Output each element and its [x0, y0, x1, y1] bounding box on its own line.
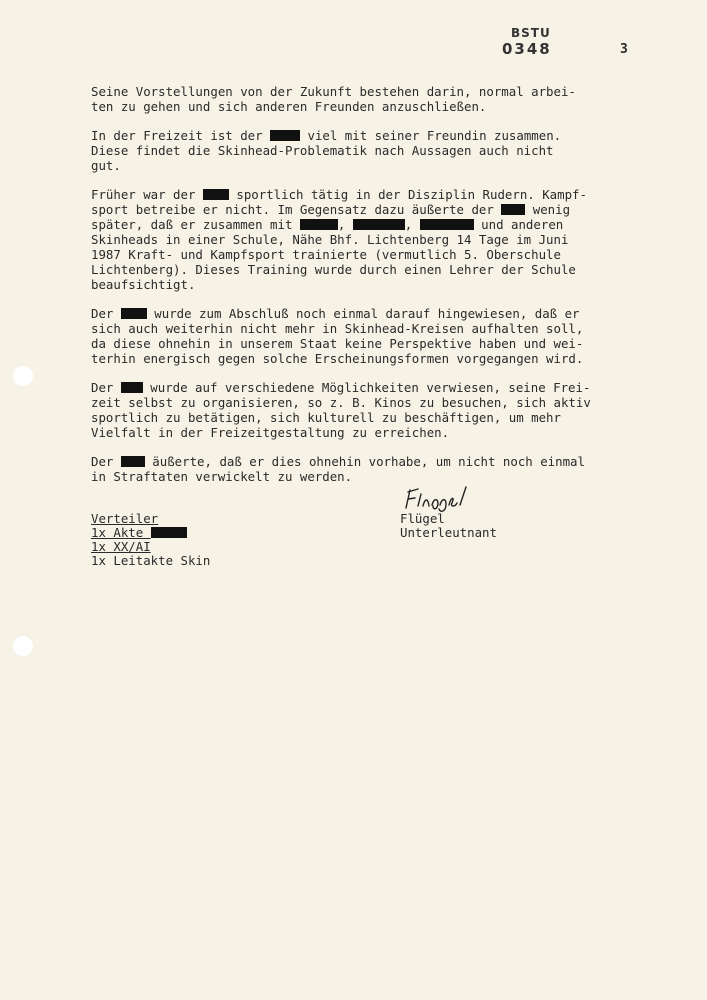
- text-line: sportlich tätig in der Disziplin Rudern. Kampf-: [228, 187, 587, 202]
- text-line: ,: [337, 217, 353, 232]
- text-line: 1987 Kraft- und Kampfsport trainierte (vermutlich 5. Oberschule: [91, 247, 561, 262]
- text-line: in Straftaten verwickelt zu werden.: [91, 469, 353, 484]
- bstu-stamp: [502, 26, 552, 58]
- text-line: Der: [91, 380, 121, 395]
- redaction-bar: [121, 382, 143, 393]
- text-line: sportlich zu betätigen, sich kulturell zu beschäftigen, um mehr: [91, 410, 561, 425]
- paragraph-freetime: [91, 128, 681, 173]
- text-line: Skinheads in einer Schule, Nähe Bhf. Lichtenberg 14 Tage im Juni: [91, 232, 569, 247]
- punch-hole: [13, 366, 33, 386]
- text-line: äußerte, daß er dies ohnehin vorhabe, um nicht noch einmal: [144, 454, 585, 469]
- text-line: Diese findet die Skinhead-Problematik nach Aussagen auch nicht: [91, 143, 554, 158]
- text-line: ,: [404, 217, 420, 232]
- text-line: wurde zum Abschluß noch einmal darauf hingewiesen, daß er: [146, 306, 580, 321]
- distribution-title: Verteiler: [91, 511, 159, 526]
- text-line: In der Freizeit ist der: [91, 128, 271, 143]
- text-line: terhin energisch gegen solche Erscheinungsformen vorgegangen wird.: [91, 351, 584, 366]
- stamp-label: BSTU: [511, 26, 551, 40]
- punch-hole: [13, 636, 33, 656]
- text-line: Früher war der: [91, 187, 203, 202]
- redaction-bar: [151, 527, 187, 538]
- paragraph-warning: [91, 306, 681, 366]
- distribution-line: 1x XX/AI: [91, 539, 151, 554]
- signer-rank: Unterleutnant: [400, 525, 497, 540]
- paragraph-closing: [91, 454, 681, 484]
- redaction-bar: [353, 219, 405, 230]
- text-line: gut.: [91, 158, 121, 173]
- signature-block: [400, 512, 497, 540]
- distribution-line: 1x Leitakte Skin: [91, 553, 211, 568]
- text-line: sport betreibe er nicht. Im Gegensatz dazu äußerte der: [91, 202, 502, 217]
- text-line: Lichtenberg). Dieses Training wurde durch einen Lehrer der Schule: [91, 262, 576, 277]
- redaction-bar: [121, 308, 147, 319]
- redaction-bar: [121, 456, 145, 467]
- redaction-bar: [270, 130, 300, 141]
- distribution-list: [91, 512, 210, 568]
- text-line: wenig: [525, 202, 571, 217]
- text-line: Vielfalt in der Freizeitgestaltung zu erreichen.: [91, 425, 450, 440]
- text-line: sich auch weiterhin nicht mehr in Skinhead-Kreisen aufhalten soll,: [91, 321, 584, 336]
- paragraph-future: [91, 84, 681, 114]
- redaction-bar: [501, 204, 525, 215]
- text-line: zeit selbst zu organisieren, so z. B. Kinos zu besuchen, sich aktiv: [91, 395, 591, 410]
- paragraph-options: [91, 380, 681, 440]
- text-line: Der: [91, 454, 121, 469]
- text-line: später, daß er zusammen mit: [91, 217, 300, 232]
- text-line: und anderen: [473, 217, 564, 232]
- text-line: ten zu gehen und sich anderen Freunden anzuschließen.: [91, 99, 487, 114]
- letter-body: [91, 84, 681, 498]
- text-line: viel mit seiner Freundin zusammen.: [300, 128, 562, 143]
- text-line: Der: [91, 306, 121, 321]
- redaction-bar: [420, 219, 474, 230]
- text-line: wurde auf verschiedene Möglichkeiten verwiesen, seine Frei-: [142, 380, 591, 395]
- redaction-bar: [203, 189, 229, 200]
- paragraph-sport: [91, 187, 681, 292]
- signer-name: Flügel: [400, 511, 445, 526]
- stamp-number: 0348: [502, 40, 552, 58]
- text-line: beaufsichtigt.: [91, 277, 196, 292]
- text-line: da diese ohnehin in unserem Staat keine Perspektive haben und wei-: [91, 336, 584, 351]
- handwritten-signature: [402, 484, 482, 514]
- text-line: Seine Vorstellungen von der Zukunft bestehen darin, normal arbei-: [91, 84, 576, 99]
- redaction-bar: [300, 219, 338, 230]
- page-number: 3: [620, 42, 628, 57]
- distribution-line: 1x Akte: [91, 525, 151, 540]
